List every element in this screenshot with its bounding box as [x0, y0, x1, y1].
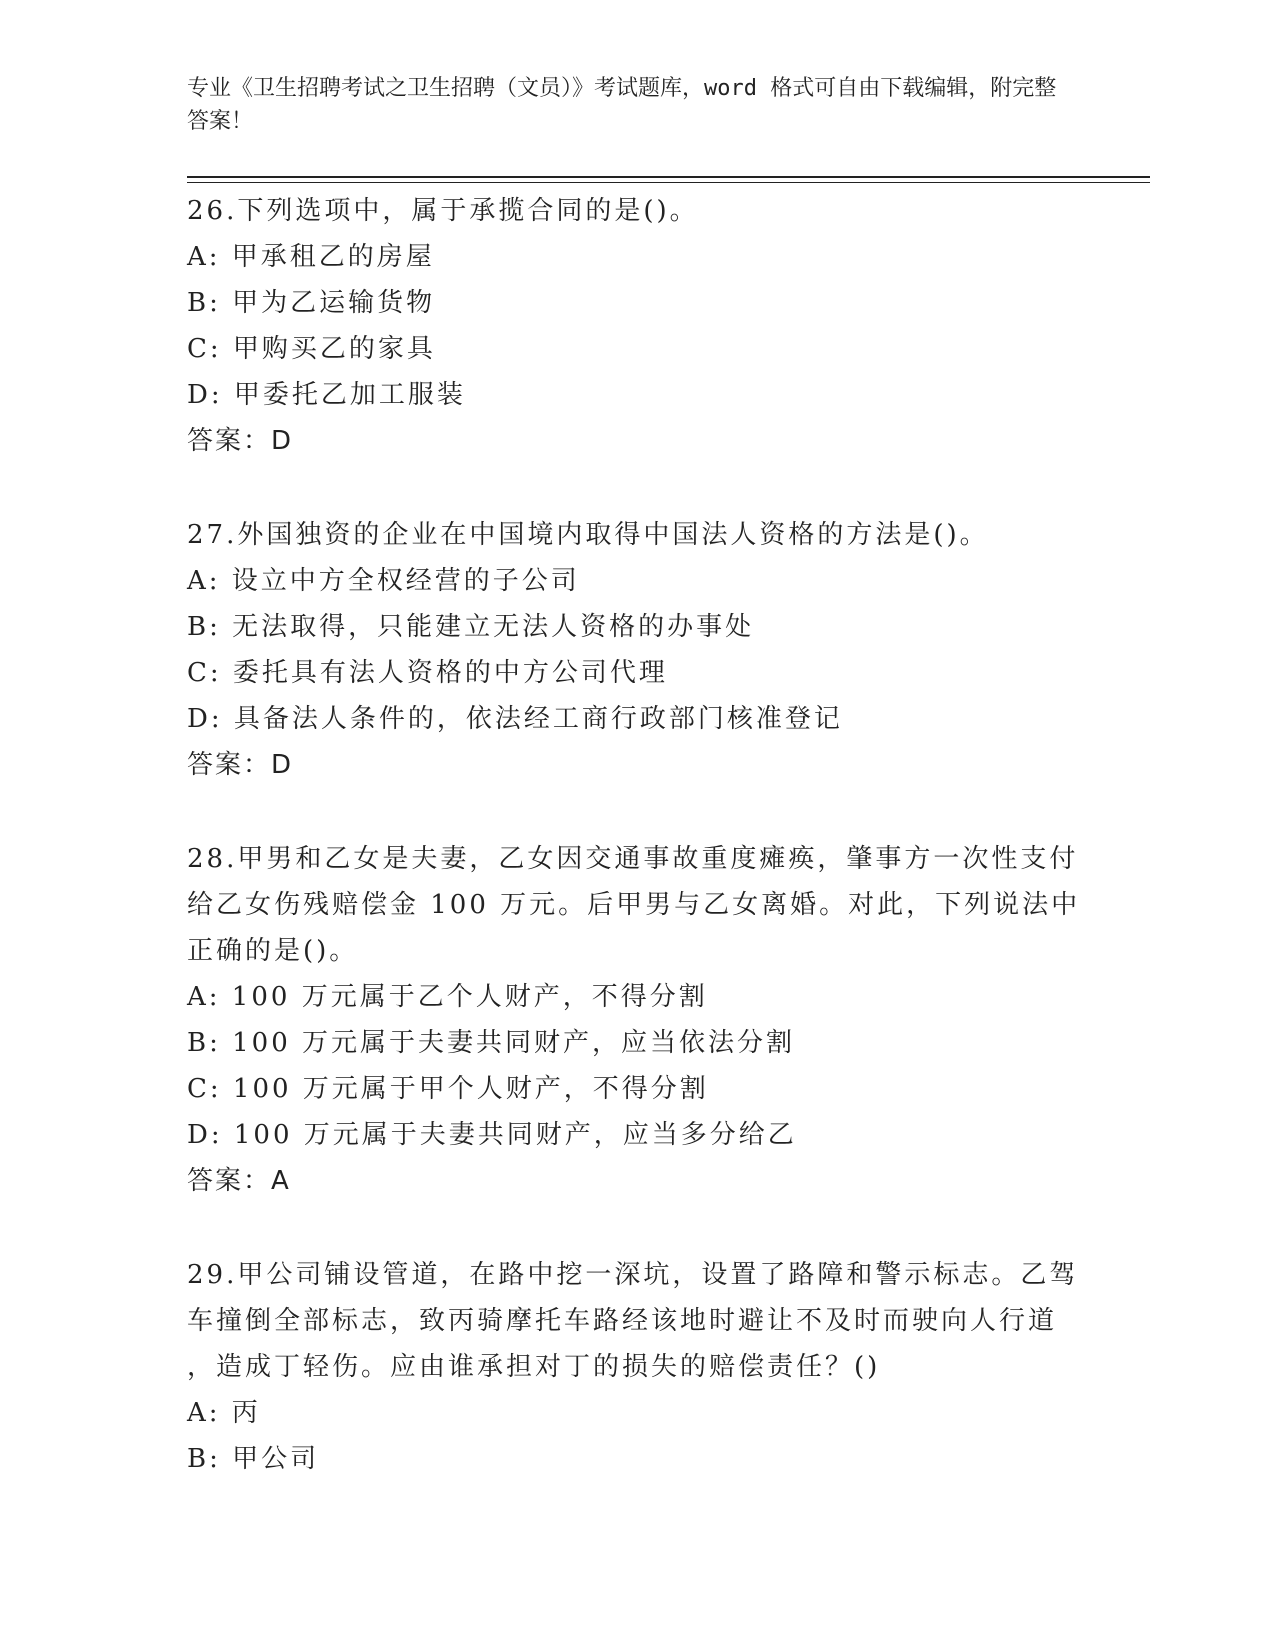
option-d: D: 甲委托乙加工服装 [187, 380, 466, 410]
option-b: B: 甲为乙运输货物 [187, 288, 436, 318]
question-stem-line-1: 29.甲公司铺设管道，在路中挖一深坑，设置了路障和警示标志。乙驾 [187, 1260, 1079, 1290]
document-header [187, 72, 1077, 138]
question-stem-line-2: 车撞倒全部标志，致丙骑摩托车路经该地时避让不及时而驶向人行道 [187, 1306, 1058, 1336]
question-stem-line-3: ，造成丁轻伤。应由谁承担对丁的损失的赔偿责任？() [187, 1352, 881, 1382]
answer: 答案：D [187, 750, 294, 780]
option-a: A: 甲承租乙的房屋 [187, 242, 435, 272]
option-b: B: 无法取得，只能建立无法人资格的办事处 [187, 612, 755, 642]
option-b: B: 甲公司 [187, 1444, 320, 1474]
header-divider-thick [187, 176, 1150, 178]
header-divider-thin [187, 182, 1150, 183]
option-c: C: 委托具有法人资格的中方公司代理 [187, 658, 668, 688]
header-text: 专业《卫生招聘考试之卫生招聘（文员）》考试题库，word 格式可自由下载编辑，附完整答案！ [187, 76, 1057, 134]
option-d: D: 具备法人条件的，依法经工商行政部门核准登记 [187, 704, 843, 734]
option-c: C: 100 万元属于甲个人财产，不得分割 [187, 1074, 709, 1104]
question-stem-line-2: 给乙女伤残赔偿金 100 万元。后甲男与乙女离婚。对此，下列说法中 [187, 890, 1081, 920]
answer: 答案：D [187, 426, 294, 456]
question-28 [187, 836, 1087, 1204]
option-a: A: 设立中方全权经营的子公司 [187, 566, 580, 596]
question-stem-line-3: 正确的是()。 [187, 936, 359, 966]
question-stem: 27.外国独资的企业在中国境内取得中国法人资格的方法是()。 [187, 520, 989, 550]
option-b: B: 100 万元属于夫妻共同财产，应当依法分割 [187, 1028, 796, 1058]
question-stem-line-1: 28.甲男和乙女是夫妻，乙女因交通事故重度瘫痪，肇事方一次性支付 [187, 844, 1079, 874]
option-a: A: 100 万元属于乙个人财产，不得分割 [187, 982, 708, 1012]
question-stem: 26.下列选项中，属于承揽合同的是()。 [187, 196, 699, 226]
question-27 [187, 512, 1087, 788]
option-c: C: 甲购买乙的家具 [187, 334, 436, 364]
answer: 答案：A [187, 1166, 291, 1196]
option-a: A: 丙 [187, 1398, 261, 1428]
option-d: D: 100 万元属于夫妻共同财产，应当多分给乙 [187, 1120, 797, 1150]
question-26 [187, 188, 1087, 464]
question-list [187, 188, 1087, 1530]
question-29 [187, 1252, 1087, 1482]
